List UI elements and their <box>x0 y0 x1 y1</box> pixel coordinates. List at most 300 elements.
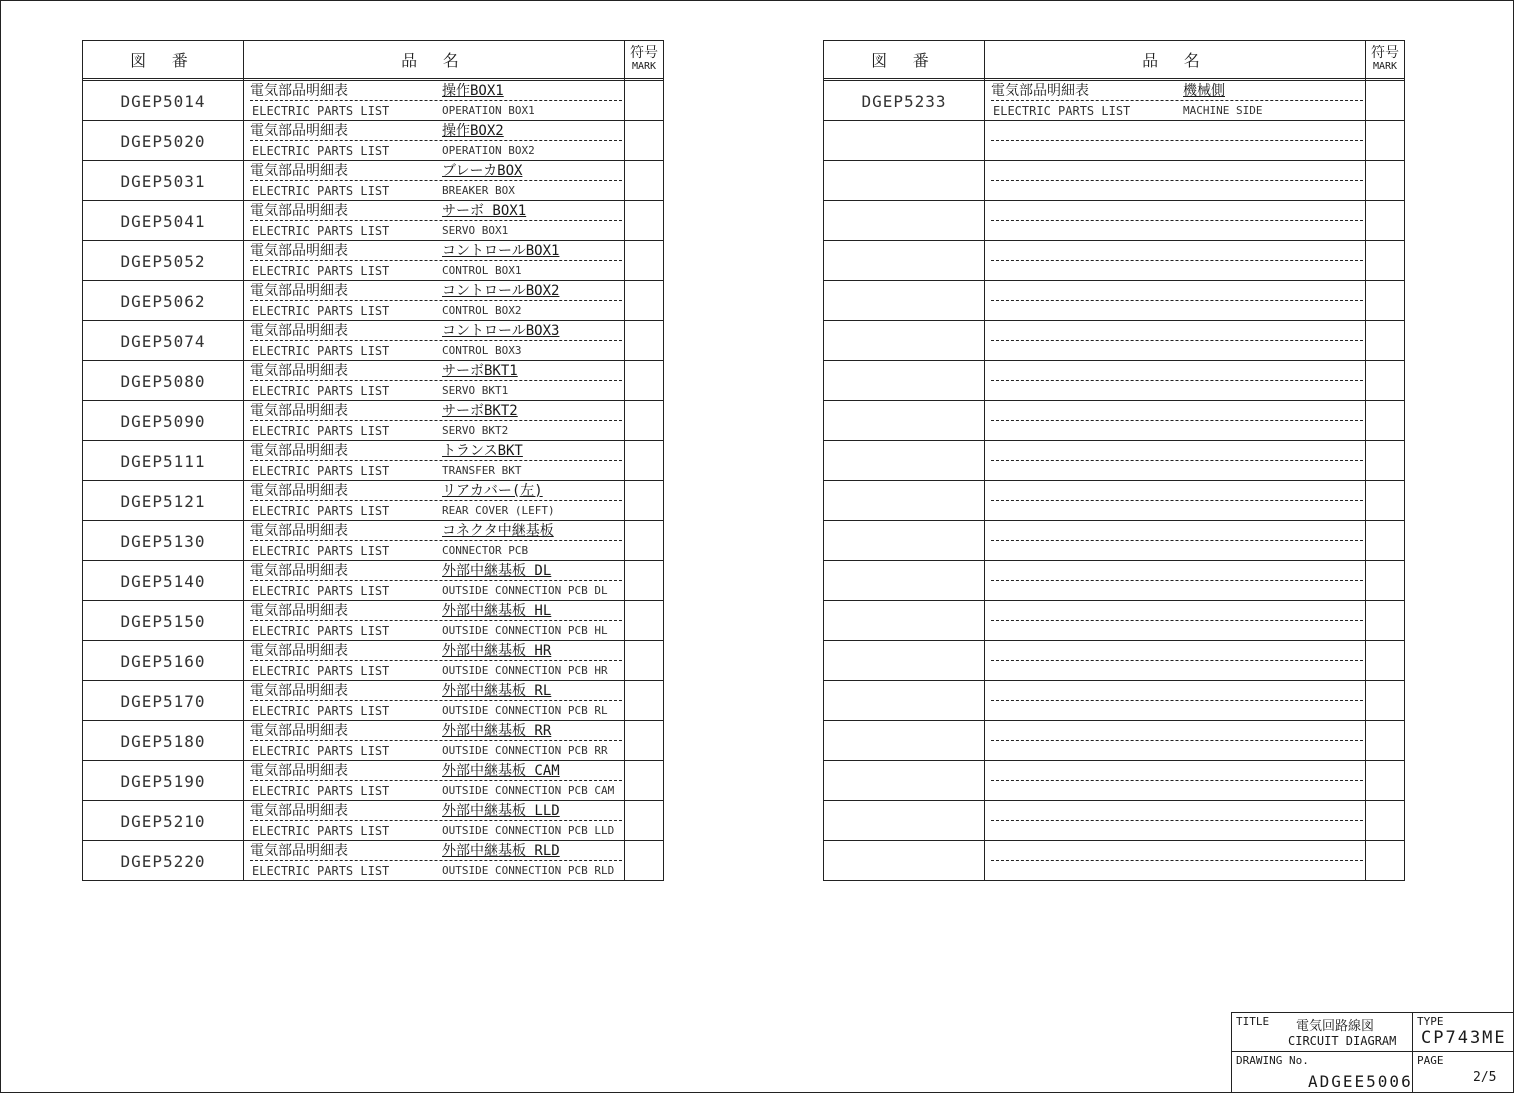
drawing-number: DGEP5170 <box>120 691 206 711</box>
table-row <box>83 281 663 321</box>
part-name-cell <box>244 681 624 721</box>
part-name-cell <box>985 241 1365 281</box>
drawing-no-value: ADGEE5006 <box>1308 1072 1413 1091</box>
title-en: CIRCUIT DIAGRAM <box>1288 1034 1397 1048</box>
part-name-jp-line <box>250 403 622 421</box>
part-list-title-jp: 電気部品明細表 <box>250 563 348 579</box>
drawing-number <box>824 761 984 801</box>
part-list-title-en: ELECTRIC PARTS LIST <box>993 104 1131 118</box>
drawing-number <box>824 441 984 481</box>
part-list-title-jp: 電気部品明細表 <box>991 83 1089 99</box>
part-name-en-line <box>993 223 1363 239</box>
table-row <box>824 401 1404 441</box>
table-row <box>824 841 1404 881</box>
part-name-cell <box>985 481 1365 521</box>
part-name-cell <box>244 441 624 481</box>
part-name-jp: 外部中継基板 HR <box>442 643 552 659</box>
part-list-title-en: ELECTRIC PARTS LIST <box>252 464 390 478</box>
table-row <box>83 641 663 681</box>
part-name-en-line <box>252 543 622 559</box>
part-name-en: SERVO BKT2 <box>442 424 509 437</box>
drawing-number <box>824 561 984 601</box>
part-name-jp: サーボBKT2 <box>442 403 518 419</box>
part-name-jp-line <box>991 603 1363 621</box>
table-header <box>824 41 1404 81</box>
drawing-number: DGEP5074 <box>120 331 206 351</box>
drawing-number <box>824 321 984 361</box>
part-name-en-line <box>993 303 1363 319</box>
table-row <box>824 561 1404 601</box>
part-list-title-jp: 電気部品明細表 <box>250 483 348 499</box>
table-row <box>83 401 663 441</box>
part-name-cell <box>244 761 624 801</box>
part-list-title-en: ELECTRIC PARTS LIST <box>252 224 390 238</box>
part-list-title-en: ELECTRIC PARTS LIST <box>252 544 390 558</box>
part-name-jp-line <box>250 603 622 621</box>
part-name-jp-line <box>991 643 1363 661</box>
drawing-number <box>824 801 984 841</box>
table-row <box>824 201 1404 241</box>
part-name-cell <box>985 361 1365 401</box>
part-name-cell <box>244 361 624 401</box>
drawing-number <box>824 641 984 681</box>
table-row <box>83 761 663 801</box>
part-name-en: CONTROL BOX1 <box>442 264 522 277</box>
part-name-jp: サーボBKT1 <box>442 363 518 379</box>
parts-table-left <box>82 40 664 881</box>
part-list-title-en: ELECTRIC PARTS LIST <box>252 104 390 118</box>
part-list-title-jp: 電気部品明細表 <box>250 723 348 739</box>
table-row <box>824 161 1404 201</box>
title-jp: 電気回路線図 <box>1296 1019 1375 1034</box>
part-name-jp-line <box>991 203 1363 221</box>
table-row <box>824 641 1404 681</box>
part-name-jp: 外部中継基板 CAM <box>442 763 560 779</box>
part-name-cell <box>985 161 1365 201</box>
part-name-jp-line <box>991 683 1363 701</box>
drawing-number: DGEP5062 <box>120 291 206 311</box>
part-list-title-jp: 電気部品明細表 <box>250 803 348 819</box>
part-name-en-line <box>993 503 1363 519</box>
table-row <box>83 241 663 281</box>
drawing-number <box>824 361 984 401</box>
part-name-en: OUTSIDE CONNECTION PCB RL <box>442 704 608 717</box>
drawing-number <box>824 281 984 321</box>
part-list-title-en: ELECTRIC PARTS LIST <box>252 344 390 358</box>
part-name-en-line <box>252 583 622 599</box>
part-name-cell <box>244 321 624 361</box>
part-name-jp: 外部中継基板 HL <box>442 603 552 619</box>
part-list-title-jp: 電気部品明細表 <box>250 683 348 699</box>
part-name-jp-line <box>991 123 1363 141</box>
part-name-en: SERVO BKT1 <box>442 384 509 397</box>
part-name-jp-line <box>991 763 1363 781</box>
part-name-cell <box>244 561 624 601</box>
part-list-title-en: ELECTRIC PARTS LIST <box>252 424 390 438</box>
part-name-en-line <box>252 383 622 399</box>
part-name-jp-line <box>991 243 1363 261</box>
table-row <box>824 121 1404 161</box>
drawing-number: DGEP5130 <box>120 531 206 551</box>
part-name-en-line <box>252 143 622 159</box>
part-name-en-line <box>993 423 1363 439</box>
table-rows <box>824 81 1404 881</box>
part-list-title-jp: 電気部品明細表 <box>250 763 348 779</box>
part-name-en-line <box>993 783 1363 799</box>
part-name-jp-line <box>250 323 622 341</box>
part-name-jp-line <box>250 723 622 741</box>
title-label: TITLE <box>1236 1015 1270 1028</box>
part-list-title-jp: 電気部品明細表 <box>250 403 348 419</box>
part-name-jp-line <box>991 283 1363 301</box>
part-name-cell <box>244 201 624 241</box>
part-name-jp-line <box>250 203 622 221</box>
part-name-cell <box>244 641 624 681</box>
part-name-en: OUTSIDE CONNECTION PCB DL <box>442 584 608 597</box>
part-name-cell <box>985 721 1365 761</box>
part-name-jp: リアカバー(左) <box>442 483 543 499</box>
part-name-en: OUTSIDE CONNECTION PCB CAM <box>442 784 615 797</box>
part-name-cell <box>244 801 624 841</box>
header-drawing-no: 図 番 <box>871 51 937 70</box>
part-name-en-line <box>252 703 622 719</box>
part-name-cell <box>985 441 1365 481</box>
part-name-en-line <box>993 343 1363 359</box>
table-row <box>83 561 663 601</box>
part-name-cell <box>985 521 1365 561</box>
drawing-number: DGEP5052 <box>120 251 206 271</box>
part-name-cell <box>985 801 1365 841</box>
part-name-cell <box>244 721 624 761</box>
part-name-en-line <box>993 663 1363 679</box>
part-list-title-jp: 電気部品明細表 <box>250 243 348 259</box>
part-name-jp-line <box>991 483 1363 501</box>
table-row <box>824 721 1404 761</box>
part-name-cell <box>244 841 624 881</box>
table-rows <box>83 81 663 881</box>
part-name-jp-line <box>991 843 1363 861</box>
part-name-en-line <box>993 103 1363 119</box>
part-name-jp-line <box>250 163 622 181</box>
part-name-jp-line <box>991 443 1363 461</box>
table-row <box>83 321 663 361</box>
part-name-en-line <box>252 663 622 679</box>
table-row <box>83 521 663 561</box>
part-name-en-line <box>252 183 622 199</box>
part-list-title-jp: 電気部品明細表 <box>250 83 348 99</box>
drawing-number: DGEP5090 <box>120 411 206 431</box>
header-mark-jp: 符号 <box>1371 44 1399 61</box>
part-name-en-line <box>993 263 1363 279</box>
part-name-en-line <box>252 503 622 519</box>
part-name-jp: サーボ BOX1 <box>442 203 527 219</box>
part-name-en: OUTSIDE CONNECTION PCB LLD <box>442 824 615 837</box>
part-list-title-en: ELECTRIC PARTS LIST <box>252 664 390 678</box>
part-name-cell <box>985 201 1365 241</box>
table-row <box>83 481 663 521</box>
part-list-title-jp: 電気部品明細表 <box>250 603 348 619</box>
part-list-title-en: ELECTRIC PARTS LIST <box>252 864 390 878</box>
table-row <box>83 201 663 241</box>
part-list-title-en: ELECTRIC PARTS LIST <box>252 584 390 598</box>
part-name-jp-line <box>250 523 622 541</box>
part-list-title-jp: 電気部品明細表 <box>250 443 348 459</box>
part-name-jp-line <box>991 563 1363 581</box>
part-name-en-line <box>252 303 622 319</box>
title-cell <box>1232 1013 1412 1051</box>
part-name-en: OPERATION BOX2 <box>442 144 535 157</box>
drawing-number: DGEP5020 <box>120 131 206 151</box>
table-row <box>83 441 663 481</box>
part-name-jp: 外部中継基板 RLD <box>442 843 560 859</box>
part-name-en-line <box>252 343 622 359</box>
drawing-number <box>824 521 984 561</box>
part-list-title-en: ELECTRIC PARTS LIST <box>252 504 390 518</box>
part-list-title-en: ELECTRIC PARTS LIST <box>252 624 390 638</box>
drawing-number <box>824 241 984 281</box>
type-value: CP743ME <box>1421 1028 1507 1048</box>
table-row <box>83 601 663 641</box>
part-name-jp-line <box>991 163 1363 181</box>
table-row <box>824 481 1404 521</box>
part-name-en-line <box>252 743 622 759</box>
drawing-number: DGEP5150 <box>120 611 206 631</box>
part-name-cell <box>985 841 1365 881</box>
part-name-en-line <box>993 543 1363 559</box>
part-name-cell <box>985 321 1365 361</box>
part-name-en: SERVO BOX1 <box>442 224 509 237</box>
part-name-cell <box>244 281 624 321</box>
header-mark-en: MARK <box>1372 60 1398 72</box>
part-name-jp: コネクタ中継基板 <box>442 523 554 539</box>
part-name-en-line <box>252 463 622 479</box>
part-name-jp: 外部中継基板 LLD <box>442 803 560 819</box>
table-row <box>824 281 1404 321</box>
part-name-en: OUTSIDE CONNECTION PCB HL <box>442 624 608 637</box>
table-row <box>83 681 663 721</box>
type-cell <box>1413 1013 1513 1051</box>
page-cell <box>1413 1052 1513 1092</box>
part-name-jp: コントロールBOX1 <box>442 243 560 259</box>
drawing-number: DGEP5210 <box>120 811 206 831</box>
part-name-en-line <box>993 623 1363 639</box>
part-name-jp-line <box>991 523 1363 541</box>
part-name-en: OPERATION BOX1 <box>442 104 535 117</box>
part-name-jp: 外部中継基板 DL <box>442 563 552 579</box>
part-name-cell <box>244 601 624 641</box>
drawing-number: DGEP5041 <box>120 211 206 231</box>
part-name-cell <box>244 161 624 201</box>
part-name-cell <box>244 481 624 521</box>
part-name-jp-line <box>991 363 1363 381</box>
title-block <box>1231 1012 1513 1092</box>
part-list-title-en: ELECTRIC PARTS LIST <box>252 824 390 838</box>
table-row <box>83 81 663 121</box>
drawing-number <box>824 401 984 441</box>
table-row <box>824 681 1404 721</box>
part-name-jp-line <box>250 443 622 461</box>
part-name-en: CONTROL BOX2 <box>442 304 522 317</box>
part-name-cell <box>985 761 1365 801</box>
drawing-number: DGEP5031 <box>120 171 206 191</box>
drawing-number: DGEP5233 <box>861 91 947 111</box>
table-row <box>824 81 1404 121</box>
drawing-number: DGEP5180 <box>120 731 206 751</box>
drawing-no-label: DRAWING No. <box>1236 1054 1309 1067</box>
part-name-jp-line <box>250 683 622 701</box>
part-name-jp-line <box>250 763 622 781</box>
drawing-number <box>824 161 984 201</box>
drawing-number: DGEP5111 <box>120 451 206 471</box>
part-name-jp-line <box>991 803 1363 821</box>
part-list-title-en: ELECTRIC PARTS LIST <box>252 264 390 278</box>
table-row <box>83 721 663 761</box>
part-name-en-line <box>993 183 1363 199</box>
part-name-en-line <box>252 103 622 119</box>
table-row <box>824 521 1404 561</box>
table-row <box>824 241 1404 281</box>
drawing-number: DGEP5121 <box>120 491 206 511</box>
drawing-no-cell <box>1232 1052 1412 1092</box>
part-list-title-en: ELECTRIC PARTS LIST <box>252 784 390 798</box>
part-list-title-en: ELECTRIC PARTS LIST <box>252 184 390 198</box>
part-name-jp-line <box>250 563 622 581</box>
part-name-jp-line <box>991 323 1363 341</box>
table-row <box>83 121 663 161</box>
part-list-title-jp: 電気部品明細表 <box>250 203 348 219</box>
part-name-en: MACHINE SIDE <box>1183 104 1263 117</box>
part-name-en-line <box>252 223 622 239</box>
part-name-cell <box>985 121 1365 161</box>
part-name-en: OUTSIDE CONNECTION PCB HR <box>442 664 608 677</box>
part-list-title-jp: 電気部品明細表 <box>250 283 348 299</box>
table-row <box>824 761 1404 801</box>
part-name-en-line <box>252 823 622 839</box>
part-name-jp-line <box>250 843 622 861</box>
drawing-number <box>824 601 984 641</box>
drawing-number <box>824 721 984 761</box>
table-row <box>824 321 1404 361</box>
part-name-en-line <box>252 863 622 879</box>
part-name-cell <box>244 81 624 121</box>
drawing-number: DGEP5160 <box>120 651 206 671</box>
header-drawing-no: 図 番 <box>130 51 196 70</box>
part-name-en-line <box>993 463 1363 479</box>
drawing-number: DGEP5140 <box>120 571 206 591</box>
drawing-number <box>824 201 984 241</box>
part-list-title-en: ELECTRIC PARTS LIST <box>252 384 390 398</box>
part-name-cell <box>985 401 1365 441</box>
part-name-en-line <box>993 743 1363 759</box>
part-name-jp-line <box>250 803 622 821</box>
part-name-en: REAR COVER (LEFT) <box>442 504 555 517</box>
part-name-jp-line <box>250 643 622 661</box>
part-list-title-jp: 電気部品明細表 <box>250 363 348 379</box>
part-name-jp-line <box>250 123 622 141</box>
part-list-title-jp: 電気部品明細表 <box>250 523 348 539</box>
part-name-jp-line <box>991 723 1363 741</box>
part-name-en-line <box>252 263 622 279</box>
header-mark-en: MARK <box>631 60 657 72</box>
part-name-en-line <box>252 423 622 439</box>
drawing-number: DGEP5190 <box>120 771 206 791</box>
header-name: 品 名 <box>1142 51 1208 70</box>
drawing-number <box>824 841 984 881</box>
part-name-en: BREAKER BOX <box>442 184 515 197</box>
header-mark-jp: 符号 <box>630 44 658 61</box>
part-name-jp: 操作BOX2 <box>442 123 504 139</box>
table-row <box>824 801 1404 841</box>
part-name-cell <box>244 521 624 561</box>
part-name-jp-line <box>991 83 1363 101</box>
part-name-en-line <box>993 863 1363 879</box>
part-list-title-jp: 電気部品明細表 <box>250 163 348 179</box>
table-row <box>824 601 1404 641</box>
part-list-title-en: ELECTRIC PARTS LIST <box>252 304 390 318</box>
part-name-jp-line <box>250 243 622 261</box>
part-name-en-line <box>993 823 1363 839</box>
part-name-jp: コントロールBOX3 <box>442 323 560 339</box>
part-name-cell <box>985 281 1365 321</box>
drawing-number <box>824 681 984 721</box>
table-header <box>83 41 663 81</box>
drawing-number: DGEP5220 <box>120 851 206 871</box>
part-name-cell <box>985 641 1365 681</box>
page-label: PAGE <box>1417 1054 1444 1067</box>
type-label: TYPE <box>1417 1015 1444 1028</box>
header-mark <box>1365 41 1405 78</box>
part-name-en: OUTSIDE CONNECTION PCB RR <box>442 744 608 757</box>
part-name-en: TRANSFER BKT <box>442 464 522 477</box>
table-row <box>83 841 663 881</box>
part-name-jp: 機械側 <box>1183 83 1225 99</box>
header-mark <box>624 41 664 78</box>
part-name-en-line <box>993 703 1363 719</box>
part-list-title-jp: 電気部品明細表 <box>250 643 348 659</box>
part-name-cell <box>985 601 1365 641</box>
part-name-cell <box>244 121 624 161</box>
table-row <box>83 161 663 201</box>
drawing-number <box>824 121 984 161</box>
part-name-cell <box>985 681 1365 721</box>
part-name-cell <box>244 241 624 281</box>
drawing-number: DGEP5014 <box>120 91 206 111</box>
part-name-cell <box>985 81 1365 121</box>
part-name-en: CONTROL BOX3 <box>442 344 522 357</box>
page-value: 2/5 <box>1473 1070 1497 1085</box>
part-name-cell <box>985 561 1365 601</box>
table-row <box>83 801 663 841</box>
part-name-en-line <box>993 383 1363 399</box>
table-row <box>824 441 1404 481</box>
part-name-en-line <box>252 623 622 639</box>
part-name-jp-line <box>250 283 622 301</box>
header-name: 品 名 <box>401 51 467 70</box>
part-name-en-line <box>252 783 622 799</box>
part-name-en-line <box>993 143 1363 159</box>
table-row <box>83 361 663 401</box>
part-name-jp: ブレーカBOX <box>442 163 523 179</box>
parts-table-right <box>823 40 1405 881</box>
part-name-jp: トランスBKT <box>442 443 523 459</box>
part-name-jp: 外部中継基板 RL <box>442 683 552 699</box>
part-name-jp-line <box>250 83 622 101</box>
part-list-title-en: ELECTRIC PARTS LIST <box>252 704 390 718</box>
part-name-jp: 操作BOX1 <box>442 83 504 99</box>
part-list-title-en: ELECTRIC PARTS LIST <box>252 144 390 158</box>
part-name-jp-line <box>250 483 622 501</box>
part-list-title-jp: 電気部品明細表 <box>250 123 348 139</box>
